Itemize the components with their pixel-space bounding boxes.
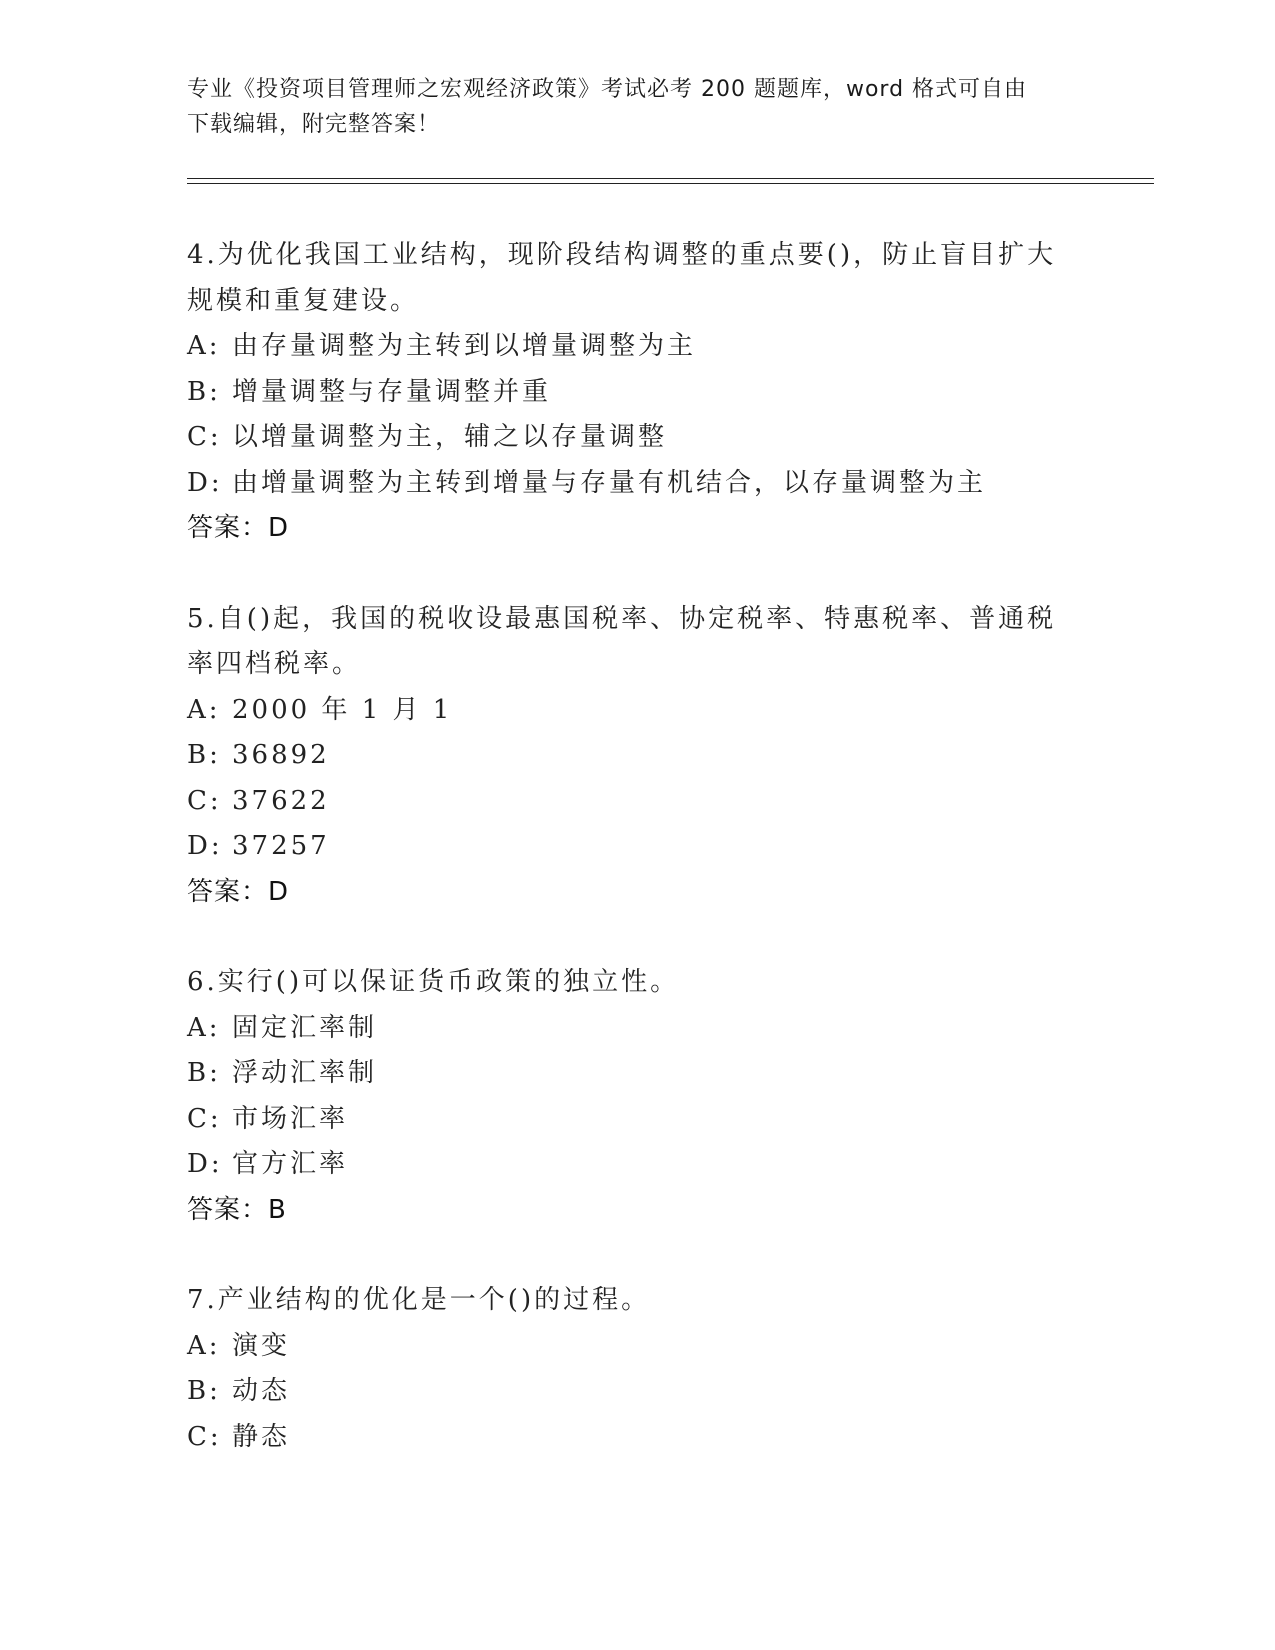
header-divider-top: [187, 178, 1154, 179]
question-block: [187, 233, 1087, 552]
question-stem: 5.自()起，我国的税收设最惠国税率、协定税率、特惠税率、普通税: [187, 603, 1057, 634]
question-stem: 6.实行()可以保证货币政策的独立性。: [187, 967, 680, 997]
answer-option: [187, 1142, 1087, 1188]
header-line-2: 下载编辑，附完整答案！: [187, 112, 441, 137]
option-text: 2000 年 1 月 1: [232, 694, 453, 725]
option-label: D:: [187, 831, 223, 861]
answer-option: [187, 324, 1087, 370]
option-label: D:: [187, 1149, 223, 1179]
document-header: [187, 72, 1067, 142]
question-block: [187, 960, 1087, 1233]
option-text: 静态: [232, 1421, 291, 1452]
option-text: 演变: [232, 1330, 291, 1361]
answer-option: [187, 688, 1087, 734]
answer-option: [187, 779, 1087, 825]
option-text: 以增量调整为主，辅之以存量调整: [232, 422, 668, 452]
answer-option: [187, 1051, 1087, 1097]
answer-key: 答案：D: [187, 876, 290, 907]
answer-key: 答案：D: [187, 513, 290, 543]
header-line-1: 专业《投资项目管理师之宏观经济政策》考试必考 200 题题库，word 格式可自由: [187, 77, 1028, 102]
option-label: B:: [187, 1058, 221, 1088]
option-label: C:: [187, 1103, 222, 1134]
option-label: A:: [187, 1330, 221, 1361]
option-label: A:: [187, 694, 221, 725]
answer-key: 答案：B: [187, 1194, 287, 1225]
option-label: B:: [187, 740, 221, 770]
option-label: C:: [187, 785, 222, 816]
answer-option: [187, 370, 1087, 416]
option-text: 由存量调整为主转到以增量调整为主: [232, 331, 697, 361]
question-list: [187, 233, 1087, 1505]
option-text: 动态: [232, 1376, 291, 1406]
option-text: 增量调整与存量调整并重: [232, 376, 552, 407]
option-label: A:: [187, 331, 221, 361]
answer-option: [187, 415, 1087, 461]
option-label: C:: [187, 1421, 222, 1452]
answer-option: [187, 1369, 1087, 1415]
option-text: 37622: [232, 785, 330, 816]
answer-option: [187, 461, 1087, 507]
header-divider-bottom: [187, 183, 1154, 184]
question-stem: 7.产业结构的优化是一个()的过程。: [187, 1285, 651, 1315]
question-block: [187, 1278, 1087, 1460]
option-label: D:: [187, 467, 223, 498]
question-stem: 4.为优化我国工业结构，现阶段结构调整的重点要()，防止盲目扩大: [187, 240, 1057, 270]
answer-option: [187, 1415, 1087, 1461]
option-label: B:: [187, 376, 221, 407]
question-stem: 率四档税率。: [187, 649, 362, 679]
option-label: C:: [187, 422, 222, 452]
option-text: 官方汇率: [232, 1149, 349, 1179]
option-text: 由增量调整为主转到增量与存量有机结合，以存量调整为主: [232, 467, 987, 498]
answer-option: [187, 824, 1087, 870]
option-text: 固定汇率制: [232, 1012, 378, 1043]
option-text: 市场汇率: [232, 1103, 349, 1134]
option-text: 37257: [232, 831, 330, 861]
answer-option: [187, 1006, 1087, 1052]
option-label: B:: [187, 1376, 221, 1406]
answer-option: [187, 733, 1087, 779]
question-block: [187, 597, 1087, 916]
option-text: 浮动汇率制: [232, 1058, 378, 1088]
answer-option: [187, 1324, 1087, 1370]
option-label: A:: [187, 1012, 221, 1043]
answer-option: [187, 1097, 1087, 1143]
option-text: 36892: [232, 740, 330, 770]
question-stem: 规模和重复建设。: [187, 285, 420, 316]
